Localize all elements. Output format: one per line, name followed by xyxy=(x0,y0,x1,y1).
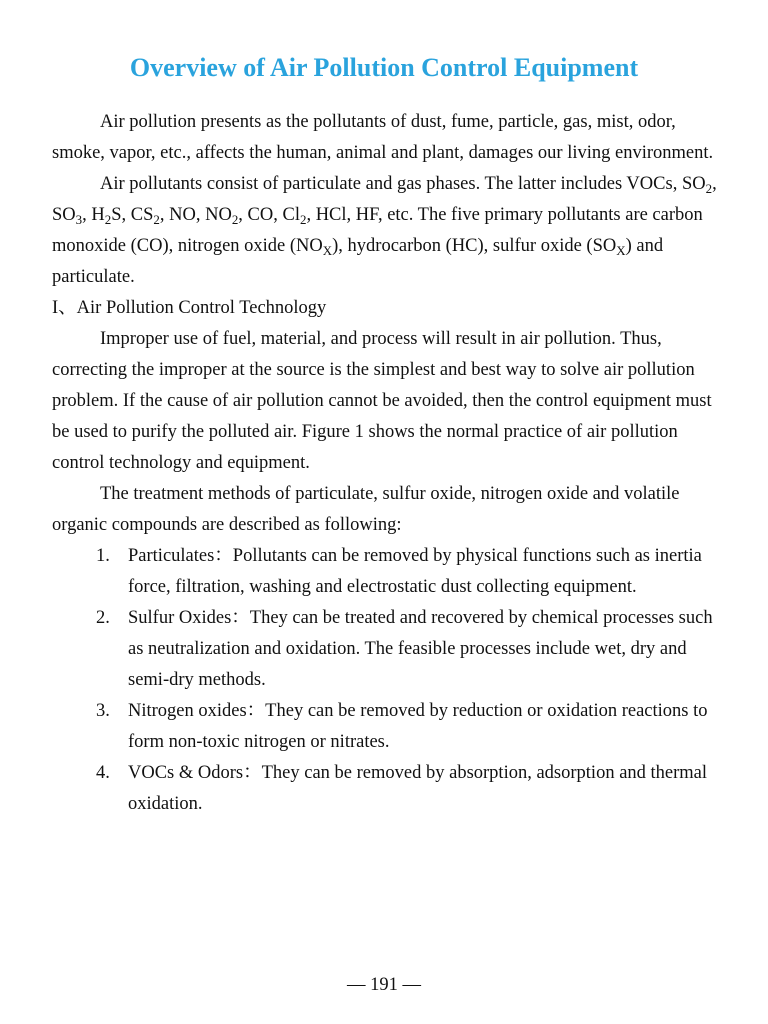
text-run: , NO, NO xyxy=(159,205,232,225)
list-text: VOCs & Odors：They can be removed by absorption, adsorption and thermal oxidation. xyxy=(128,763,708,814)
text-run: , HCl, HF, etc. The five primary pollutants are carbon monoxide (CO), nitrogen oxide (NO xyxy=(52,205,703,256)
list-item xyxy=(52,603,724,696)
intro-paragraph: Air pollution presents as the pollutants of dust, fume, particle, gas, mist, odor, smoke, vapor, etc., affects the human, animal and plant, damages our living environment. xyxy=(52,112,714,163)
subscript: X xyxy=(616,243,626,258)
subscript: 2 xyxy=(705,181,713,196)
text-run: S, CS xyxy=(111,205,154,225)
list-item xyxy=(52,696,724,758)
text-run: ), hydrocarbon (HC), sulfur oxide (SO xyxy=(332,236,617,256)
list-text: Particulates：Pollutants can be removed by physical functions such as inertia force, filtration, washing and electrostatic dust collecting equipment. xyxy=(128,546,702,597)
text-run: , CO, Cl xyxy=(238,205,300,225)
subscript: 2 xyxy=(299,212,307,227)
page-number: — 191 — xyxy=(347,975,421,995)
list-number: 1. xyxy=(96,546,110,566)
subscript: 2 xyxy=(231,212,239,227)
list-item xyxy=(52,758,724,820)
list-text: Nitrogen oxides：They can be removed by reduction or oxidation reactions to form non-toxic nitrogen or nitrates. xyxy=(128,701,708,752)
pollutants-paragraph xyxy=(52,169,724,293)
page-title: Overview of Air Pollution Control Equipment xyxy=(129,53,639,82)
text-run: ) and particulate. xyxy=(52,236,664,287)
subscript: 2 xyxy=(153,212,160,227)
subscript: 3 xyxy=(75,212,83,227)
document-body xyxy=(52,107,724,820)
text-run: , H xyxy=(82,205,105,225)
list-number: 2. xyxy=(96,608,110,628)
list-item xyxy=(52,541,724,603)
list-text: Sulfur Oxides：They can be treated and recovered by chemical processes such as neutralization and oxidation. The feasible processes include wet, dry and semi-dry methods. xyxy=(128,608,713,690)
section-heading: I、Air Pollution Control Technology xyxy=(52,298,327,318)
list-number: 4. xyxy=(96,763,110,783)
treatment-list xyxy=(52,541,724,820)
subscript: 2 xyxy=(104,212,112,227)
text-run: , SO xyxy=(52,174,717,225)
list-number: 3. xyxy=(96,701,110,721)
treatment-paragraph: The treatment methods of particulate, sulfur oxide, nitrogen oxide and volatile organic compounds are described as following: xyxy=(52,484,680,535)
subscript: X xyxy=(322,243,333,258)
text-run: Air pollutants consist of particulate and gas phases. The latter includes VOCs, SO xyxy=(100,174,706,194)
technology-paragraph: Improper use of fuel, material, and process will result in air pollution. Thus, correcting the improper at the source is the simplest and best way to solve air pollution problem. If the cause of air pollution cannot be avoided, then the control equipment must be used to purify the polluted air. Figure 1 shows the normal practice of air pollution control technology and equipment. xyxy=(52,329,712,473)
